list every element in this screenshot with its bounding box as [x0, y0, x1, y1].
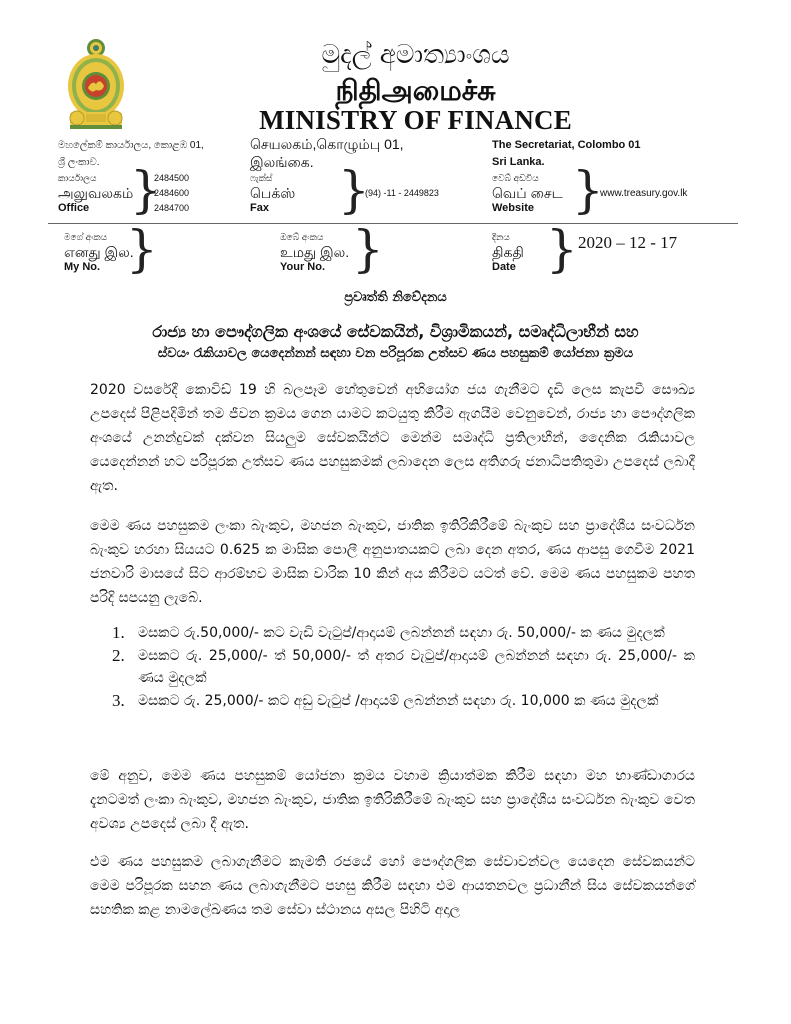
my-no-label-tamil: எனது இல. [64, 244, 134, 260]
address-english-line1: The Secretariat, Colombo 01 [492, 139, 641, 151]
date-label-sinhala: දිනය [492, 232, 510, 242]
address-english-line2: Sri Lanka. [492, 156, 545, 168]
list-item-text: මසකට රු. 25,000/- කට අඩු වැටුප් /ආදායම් ලබන්නන් සඳහා රු. 10,000 ක ණය මුදලක් [138, 693, 659, 709]
brace-icon: } [126, 220, 158, 278]
subject-line-2: ස්වයං රැකියාවල යෙදෙන්නන් සඳහා වන පරිපූරක උත්සව ණය පහසුකම් යෝජනා ක්‍රමය [157, 346, 634, 361]
website-label-sinhala: වෙබ් අඩවිය [492, 173, 539, 183]
brace-icon: } [130, 161, 162, 219]
address-tamil-line1: செயலகம்,கொழும்பு 01, [250, 136, 404, 152]
brace-icon: } [572, 161, 604, 219]
website-url[interactable]: www.treasury.gov.lk [600, 188, 688, 199]
your-no-label-english: Your No. [280, 261, 326, 273]
office-label-tamil: அலுவலகம் [58, 185, 134, 201]
list-item [112, 645, 695, 689]
list-marker: 3. [112, 691, 125, 710]
loan-tier-list [112, 622, 695, 713]
office-phone: 2484700 [154, 203, 190, 213]
list-item [112, 622, 695, 644]
paragraph-3: මේ අනුව, මෙම ණය පහසුකම් යෝජනා ක්‍රමය වහාම ක්‍රියාත්මක කිරීම සඳහා මහ භාණ්ඩාගාරය දැනටමත් ලංකා බැංකුව, මහජන බැංකුව, ජාතික ඉතිරිකිරීමේ බැංකුව සහ ප්‍රාදේශීය සංවර්ධන බැංකුව වෙත අවශ්‍ය උපදෙස් ලබා දී ඇත. [90, 768, 695, 832]
website-label-tamil: வெப் சைட [492, 185, 563, 201]
office-label-english: Office [58, 202, 90, 214]
subject-line-1: රාජ්‍ය හා පෞද්ගලික අංශයේ සේවකයින්, විශ්‍රාමිකයන්, සමෘද්ධිලාභීන් සහ [152, 322, 639, 341]
fax-label-tamil: பெக்ஸ் [250, 185, 296, 201]
brace-icon: } [338, 161, 370, 219]
ministry-name-sinhala: මුදල් අමාත්‍යාංශය [321, 40, 510, 70]
office-phone: 2484600 [154, 188, 190, 198]
my-no-label-sinhala: මගේ අංකය [64, 232, 108, 242]
date-label-tamil: திகதி [492, 244, 524, 260]
list-item-text: මසකට රු. 25,000/- ත් 50,000/- ත් අතර වැටුප්/ආදායම් ලබන්නන් සඳහා රු. 25,000/- ක ණය මුදලක් [138, 648, 695, 686]
fax-number: (94) -11 - 2449823 [365, 188, 439, 198]
fax-label-sinhala: ෆැක්ස් [250, 173, 273, 183]
date-value: 2020 – 12 - 17 [578, 233, 678, 252]
list-marker: 2. [112, 646, 125, 665]
your-no-label-tamil: உமது இல. [280, 244, 350, 260]
website-label-english: Website [492, 202, 534, 214]
press-release-heading: ප්‍රවෘත්ති නිවේදනය [344, 290, 447, 305]
brace-icon: } [352, 220, 384, 278]
address-tamil-line2: இலங்கை. [250, 154, 314, 170]
paragraph-2: මෙම ණය පහසුකම ලංකා බැංකුව, මහජන බැංකුව, ජාතික ඉතිරිකිරීමේ බැංකුව සහ ප්‍රාදේශීය සංවර්ධන බැංකුව හරහා සියයට 0.625 ක මාසික පොලී අනුපාතයකට ලබා දෙන අතර, ණය ආපසු ගෙවීම 2021 ජනවාරි මාසයේ සිට ආරම්භව මාසික වාරික 10 කින් අය කිරීමට යටත් වේ. මෙම ණය පහසුකම පහත පරිදි සපයනු ලැබේ. [90, 518, 695, 606]
brace-icon: } [546, 220, 578, 278]
paragraph-4: එම ණය පහසුකම ලබාගැනීමට කැමති රජයේ හෝ පෞද්ගලික සේවාවන්වල යෙදෙන සේවකයන්ට මෙම පරිපූරක සහන ණය ලබාගැනීමට පහසු කිරීම සඳහා එම ආයතනවල ප්‍රධානීන් සිය සේවකයන්ගේ සහතික කළ නාමලේඛණය තම සේවා ස්ථානය අසල පිහිටි අදාල [90, 854, 695, 918]
date-label-english: Date [492, 261, 516, 273]
ministry-name-tamil: நிதிஅமைச்சு [335, 74, 496, 107]
ministry-name-english: MINISTRY OF FINANCE [259, 105, 572, 135]
paragraph-1: 2020 වසරේදී කොවිඩ් 19 හි බලපෑම හේතුවෙන් අභියෝග ජය ගැනීමට දැඩි ලෙස කැපවී සෞඛ්‍ය උපදෙස් පිළිපදිමින් තම ජීවන ක්‍රමය ගෙන යාමට කටයුතු කිරීම ඇගයීම වෙනුවෙන්, රාජ්‍ය හා පෞද්ගලික අංශයේ උනන්දුවක් දක්වන සියලුම සේවකයින්ට මෙන්ම සමෘද්ධි ප්‍රතිලාභීන්, දෛනික රැකියාවල යෙදෙන්නන් හට පරිපූරක උත්සව ණය පහසුකමක් ලබාදෙන ලෙස අතිගරු ජනාධිපතිතුමා උපදෙස් ලබාදී ඇත. [90, 382, 695, 494]
list-item [112, 690, 695, 712]
address-sinhala-line1: මහලේකම් කාර්යාලය, කොළඹ 01, [58, 140, 204, 151]
office-phone: 2484500 [154, 173, 190, 183]
list-marker: 1. [112, 623, 125, 642]
office-label-sinhala: කාර්යාලය [58, 173, 97, 183]
your-no-label-sinhala: ඔබේ අංකය [280, 232, 324, 242]
my-no-label-english: My No. [64, 261, 101, 273]
list-item-text: මසකට රු.50,000/- කට වැඩි වැටුප්/ආදායම් ලබන්නන් සඳහා රු. 50,000/- ක ණය මුදලක් [138, 625, 665, 641]
address-sinhala-line2: ශ්‍රී ලංකාව. [58, 157, 100, 168]
fax-label-english: Fax [250, 202, 269, 214]
